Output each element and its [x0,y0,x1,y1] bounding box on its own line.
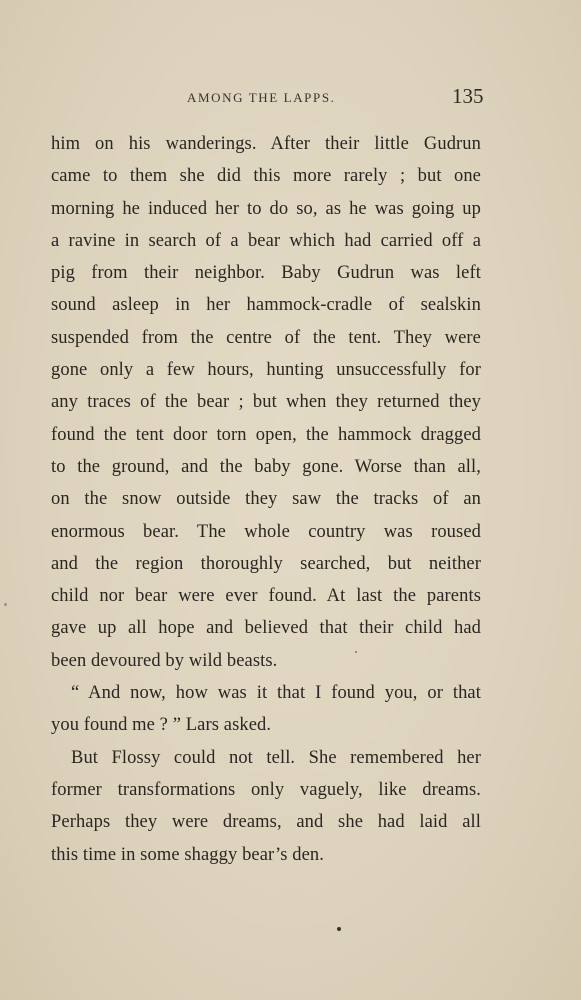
text-line: been devoured by wild beasts. [51,650,278,671]
text-line: a ravine in search of a bear which had carried off a [51,230,481,251]
text-line: former transformations only vaguely, like dreams. [51,779,481,800]
text-line: gave up all hope and believed that their child had [51,618,481,639]
text-line: child nor bear were ever found. At last the parents [51,586,481,607]
text-line: on the snow outside they saw the tracks of an [51,489,481,510]
paper-speck [355,651,357,653]
body-text [51,128,481,871]
paper-speck [337,927,341,931]
text-line: this time in some shaggy bear’s den. [51,844,325,865]
text-line: gone only a few hours, hunting unsuccessfully for [51,360,481,381]
text-line: enormous bear. The whole country was roused [51,521,481,542]
text-line: and the region thoroughly searched, but neither [51,553,481,574]
page-number: 135 [452,84,484,108]
running-head [0,84,581,110]
text-line: you found me ? ” Lars asked. [51,715,272,736]
text-line: Perhaps they were dreams, and she had laid all [51,812,481,833]
text-line: him on his wanderings. After their little Gudrun [51,134,481,154]
text-line: “ And now, how was it that I found you, or that [71,683,481,704]
text-line: pig from their neighbor. Baby Gudrun was left [51,263,481,284]
text-line: found the tent door torn open, the hammock dragged [51,424,481,445]
text-line: suspended from the centre of the tent. They were [51,327,481,348]
text-line: any traces of the bear ; but when they returned they [51,392,481,413]
text-line: to the ground, and the baby gone. Worse than all, [51,456,481,477]
text-line: morning he induced her to do so, as he was going up [51,198,481,219]
paper-speck [4,603,7,606]
running-title: AMONG THE LAPPS. [187,90,336,105]
text-line: came to them she did this more rarely ; but one [51,166,481,187]
text-line: sound asleep in her hammock-cradle of sealskin [51,295,481,316]
text-line: But Flossy could not tell. She remembered her [71,747,481,768]
